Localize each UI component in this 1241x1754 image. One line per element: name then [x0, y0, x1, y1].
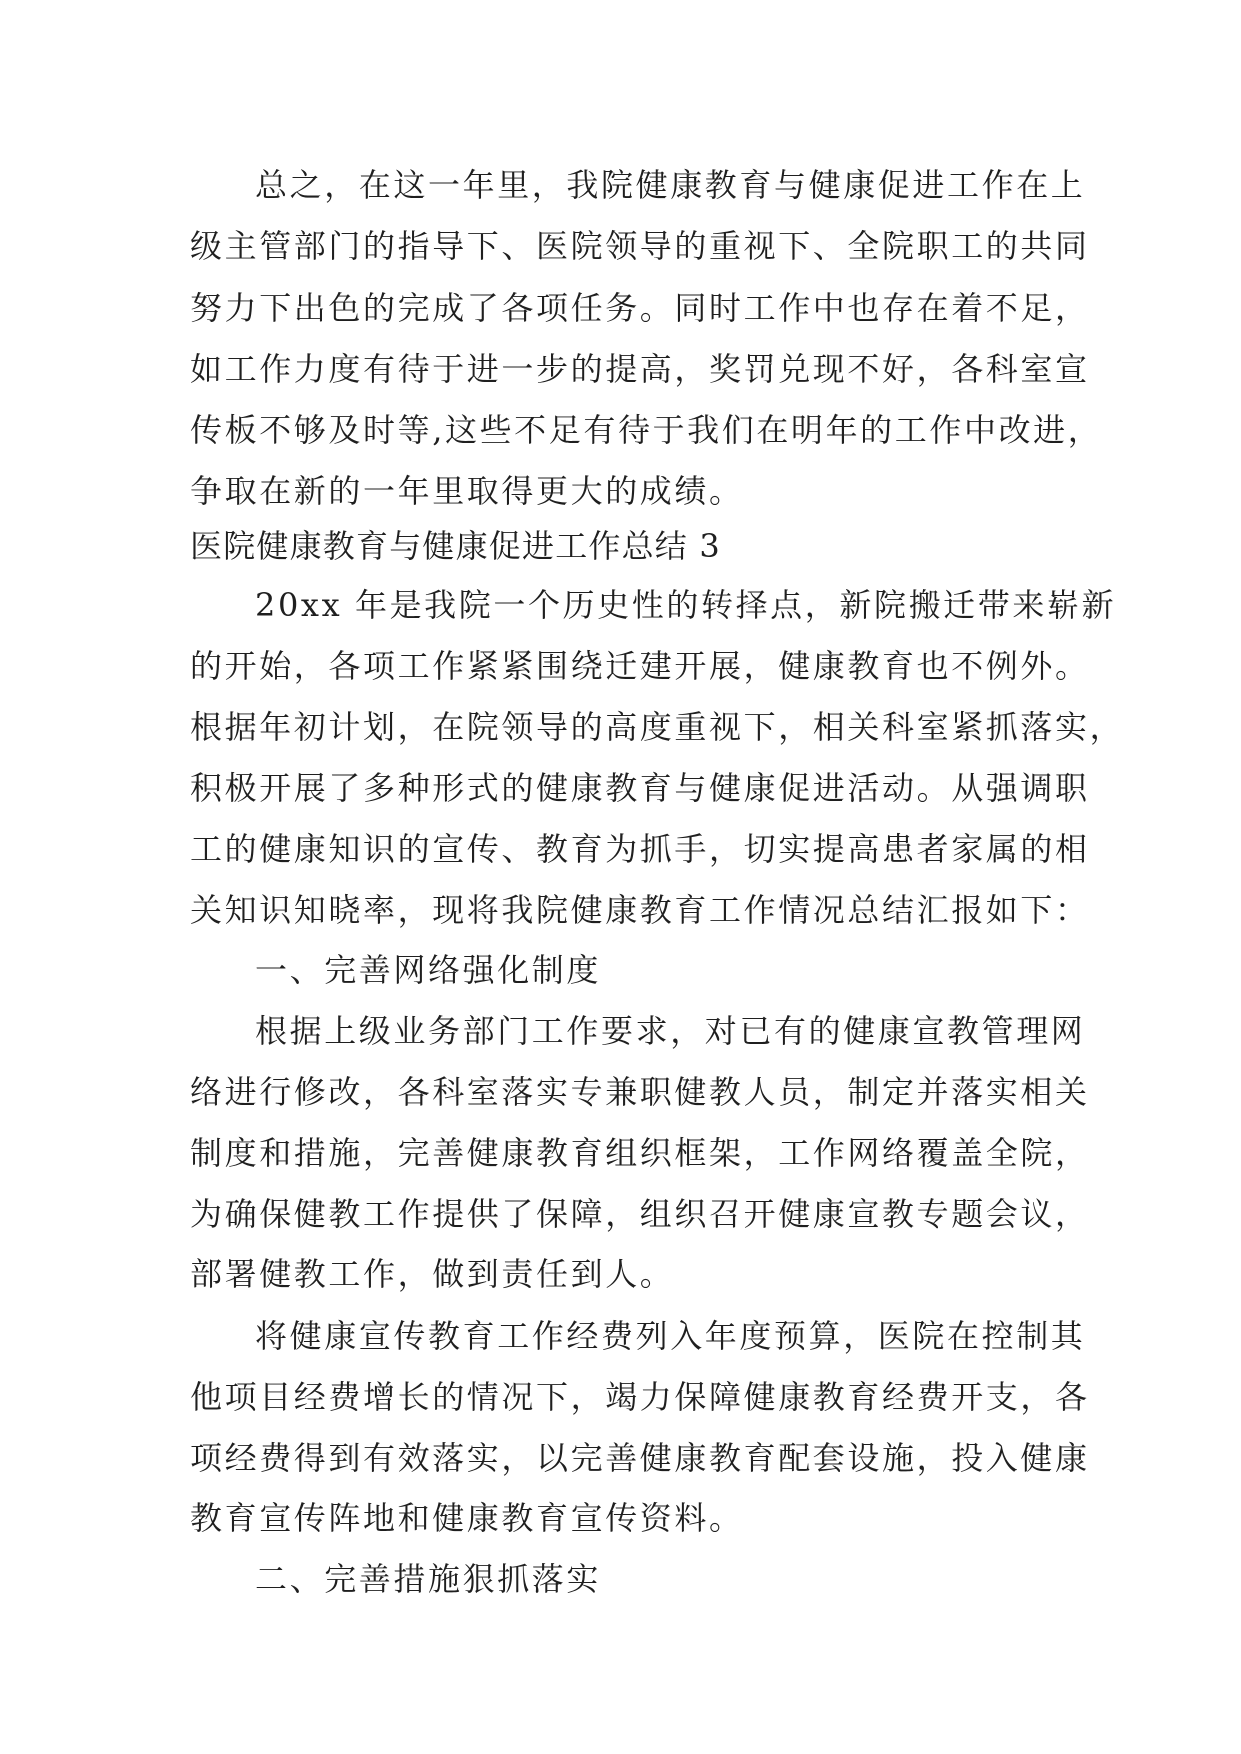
text-line: 级主管部门的指导下、医院领导的重视下、全院职工的共同 [190, 227, 1090, 265]
text-line: 工的健康知识的宣传、教育为抓手，切实提高患者家属的相 [190, 830, 1090, 868]
text-line: 积极开展了多种形式的健康教育与健康促进活动。从强调职 [190, 769, 1090, 807]
text-line: 的开始，各项工作紧紧围绕迁建开展，健康教育也不例外。 [190, 647, 1090, 685]
text-line: 制度和措施，完善健康教育组织框架，工作网络覆盖全院， [190, 1134, 1090, 1172]
text-line: 努力下出色的完成了各项任务。同时工作中也存在着不足， [190, 289, 1090, 327]
text-line: 根据年初计划，在院领导的高度重视下，相关科室紧抓落实， [190, 708, 1125, 746]
text-line: 为确保健教工作提供了保障，组织召开健康宣教专题会议， [190, 1195, 1090, 1233]
text-line: 教育宣传阵地和健康教育宣传资料。 [190, 1499, 744, 1537]
text-line: 项经费得到有效落实，以完善健康教育配套设施，投入健康 [190, 1439, 1090, 1477]
text-line: 20xx 年是我院一个历史性的转择点，新院搬迁带来崭新 [255, 586, 1117, 624]
text-line: 如工作力度有待于进一步的提高，奖罚兑现不好，各科室宣 [190, 350, 1090, 388]
section-title: 医院健康教育与健康促进工作总结 3 [190, 527, 721, 565]
text-line: 根据上级业务部门工作要求，对已有的健康宣教管理网 [255, 1012, 1086, 1050]
text-line: 他项目经费增长的情况下，竭力保障健康教育经费开支，各 [190, 1378, 1090, 1416]
text-line: 关知识知晓率，现将我院健康教育工作情况总结汇报如下： [190, 891, 1090, 929]
text-line: 络进行修改，各科室落实专兼职健教人员，制定并落实相关 [190, 1073, 1090, 1111]
subheading: 二、完善措施狠抓落实 [255, 1560, 602, 1598]
text-line: 传板不够及时等,这些不足有待于我们在明年的工作中改进， [190, 411, 1103, 449]
text-line: 部署健教工作，做到责任到人。 [190, 1255, 675, 1293]
text-line: 争取在新的一年里取得更大的成绩。 [190, 472, 744, 510]
subheading: 一、完善网络强化制度 [255, 951, 602, 989]
text-line: 将健康宣传教育工作经费列入年度预算，医院在控制其 [255, 1317, 1086, 1355]
text-line: 总之，在这一年里，我院健康教育与健康促进工作在上 [255, 166, 1086, 204]
